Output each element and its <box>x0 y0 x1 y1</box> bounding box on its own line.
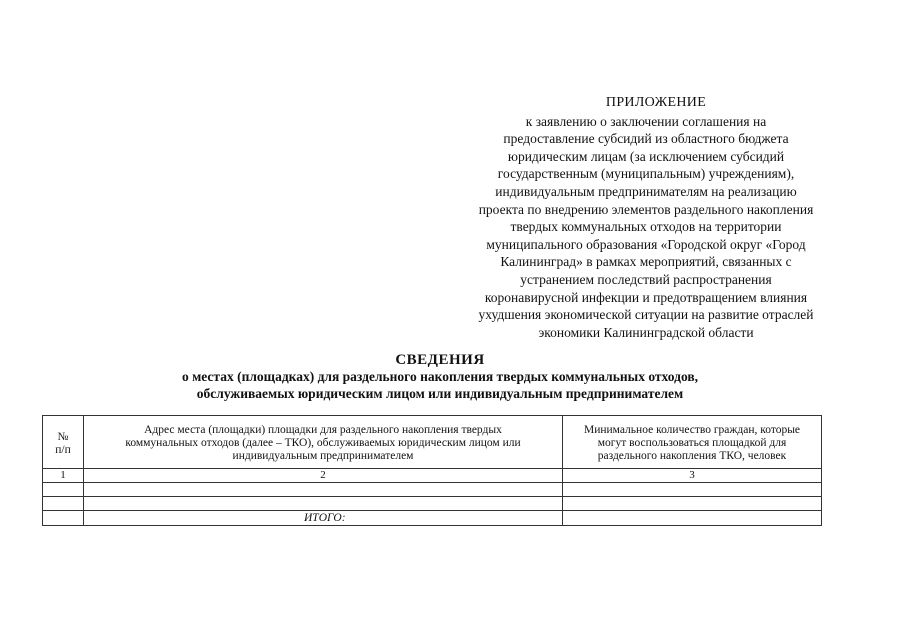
document-title: СВЕДЕНИЯ <box>395 352 485 368</box>
appendix-line: экономики Калининградской области <box>538 324 754 340</box>
sites-table <box>42 415 822 526</box>
header-count-line: могут воспользоваться площадкой для <box>597 437 787 449</box>
document-subtitle-line: о местах (площадках) для раздельного накопления твердых коммунальных отходов, <box>181 369 699 384</box>
appendix-title: ПРИЛОЖЕНИЕ <box>605 95 707 110</box>
appendix-line: проекта по внедрению элементов раздельного накопления <box>478 201 814 217</box>
column-number-cell: 1 <box>43 469 84 483</box>
table-cell <box>43 497 84 511</box>
appendix-line: ухудшения экономической ситуации на развитие отраслей <box>478 307 814 323</box>
total-label: ИТОГО: <box>84 511 563 526</box>
appendix-line: индивидуальным предпринимателям на реализацию <box>495 183 797 199</box>
column-number-row <box>43 469 822 483</box>
appendix-line: к заявлению о заключении соглашения на <box>525 113 767 129</box>
header-number-line: № <box>57 430 69 443</box>
document-heading <box>100 351 780 402</box>
appendix-line: устранением последствий распространения <box>520 271 772 287</box>
header-count-line: Минимальное количество граждан, которые <box>583 424 801 436</box>
header-number-cell <box>43 416 84 469</box>
table-cell <box>84 483 563 497</box>
header-address-line: индивидуальным предпринимателем <box>232 450 414 462</box>
table-cell <box>43 483 84 497</box>
total-value-cell <box>563 511 822 526</box>
appendix-line: Калининград» в рамках мероприятий, связанных с <box>500 254 792 270</box>
appendix-line: коронавирусной инфекции и предотвращением влияния <box>484 289 808 305</box>
table-cell <box>563 483 822 497</box>
column-number-cell: 2 <box>84 469 563 483</box>
column-number-cell: 3 <box>563 469 822 483</box>
table-cell <box>84 497 563 511</box>
appendix-line: юридическим лицам (за исключением субсидий <box>507 148 785 164</box>
document-subtitle-line: обслуживаемых юридическим лицом или индивидуальным предпринимателем <box>196 385 684 401</box>
appendix-line: предоставление субсидий из областного бюджета <box>503 131 789 147</box>
header-count-line: раздельного накопления ТКО, человек <box>597 450 787 462</box>
header-address-line: коммунальных отходов (далее – ТКО), обслуживаемых юридическим лицом или <box>125 437 521 449</box>
appendix-block <box>436 94 856 341</box>
table-row <box>43 497 822 511</box>
table-row <box>43 483 822 497</box>
header-number-line: п/п <box>55 443 71 456</box>
appendix-line: муниципального образования «Городской округ «Город <box>486 236 806 252</box>
table-cell <box>43 511 84 526</box>
table-header-row <box>43 416 822 469</box>
total-row <box>43 511 822 526</box>
header-count-cell <box>563 416 822 469</box>
appendix-line: твердых коммунальных отходов на территории <box>510 219 782 235</box>
header-address-cell <box>84 416 563 469</box>
header-address-line: Адрес места (площадки) площадки для раздельного накопления твердых <box>144 424 502 436</box>
table-cell <box>563 497 822 511</box>
appendix-line: государственным (муниципальным) учреждениям), <box>497 166 795 182</box>
